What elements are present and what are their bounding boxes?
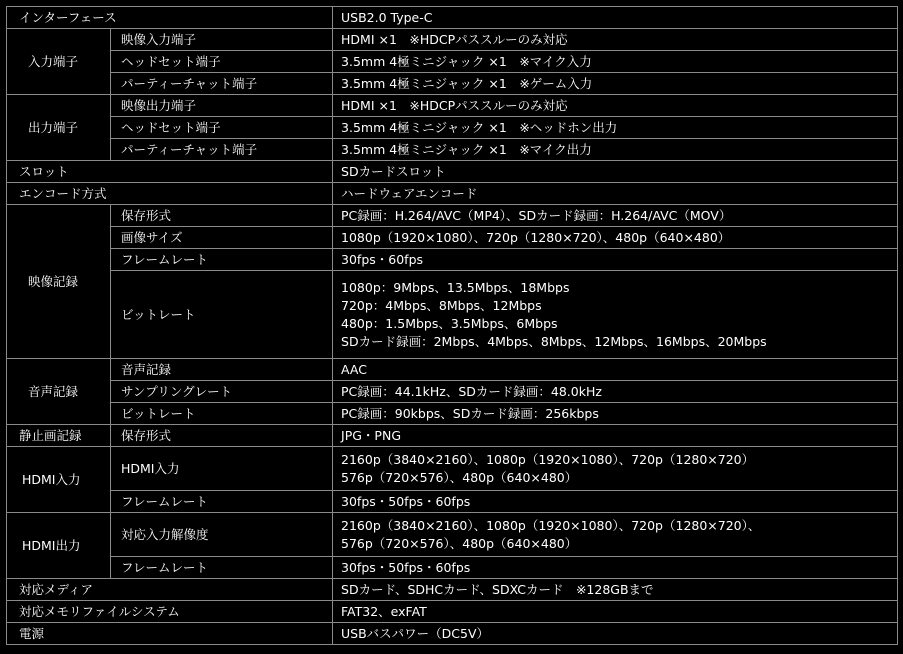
spec-group-label: 音声記録 xyxy=(7,359,111,425)
spec-row xyxy=(7,249,898,271)
spec-group-label: HDMI出力 xyxy=(7,513,111,579)
spec-label: エンコード方式 xyxy=(7,183,333,205)
spec-group-label: 静止画記録 xyxy=(7,425,111,447)
spec-table xyxy=(6,6,898,645)
spec-value: 3.5mm 4極ミニジャック ×1 ※ゲーム入力 xyxy=(333,73,898,95)
spec-sublabel: HDMI入力 xyxy=(111,447,333,491)
spec-sublabel: 音声記録 xyxy=(111,359,333,381)
spec-value-line: 480p：1.5Mbps、3.5Mbps、6Mbps xyxy=(341,315,558,331)
spec-row xyxy=(7,117,898,139)
spec-value-line: 576p（720×576）、480p（640×480） xyxy=(341,469,578,485)
spec-row xyxy=(7,557,898,579)
spec-value: 1080p（1920×1080）、720p（1280×720）、480p（640×480） xyxy=(333,227,898,249)
spec-sublabel: ヘッドセット端子 xyxy=(111,51,333,73)
spec-value-line: 2160p（3840×2160）、1080p（1920×1080）、720p（1280×720）、 xyxy=(341,517,761,533)
spec-row xyxy=(7,381,898,403)
spec-row xyxy=(7,513,898,557)
spec-sublabel: フレームレート xyxy=(111,491,333,513)
spec-label: 対応メディア xyxy=(7,579,333,601)
spec-row xyxy=(7,29,898,51)
spec-value: PC録画：44.1kHz、SDカード録画：48.0kHz xyxy=(333,381,898,403)
spec-group-label: 出力端子 xyxy=(7,95,111,161)
spec-value: 30fps・50fps・60fps xyxy=(333,557,898,579)
spec-value-line: SDカード録画：2Mbps、4Mbps、8Mbps、12Mbps、16Mbps、20Mbps xyxy=(341,333,767,349)
spec-value-multiline xyxy=(333,513,898,557)
spec-sublabel: 保存形式 xyxy=(111,205,333,227)
spec-row-encode xyxy=(7,183,898,205)
spec-row-slot xyxy=(7,161,898,183)
spec-group-label: 入力端子 xyxy=(7,29,111,95)
spec-group-label: 映像記録 xyxy=(7,205,111,359)
spec-sublabel: パーティーチャット端子 xyxy=(111,73,333,95)
spec-value: JPG・PNG xyxy=(333,425,898,447)
spec-value: USB2.0 Type-C xyxy=(333,7,898,29)
spec-row xyxy=(7,139,898,161)
spec-sublabel: 対応入力解像度 xyxy=(111,513,333,557)
spec-row-interface xyxy=(7,7,898,29)
spec-value: SDカードスロット xyxy=(333,161,898,183)
spec-value: PC録画：H.264/AVC（MP4）、SDカード録画：H.264/AVC（MOV） xyxy=(333,205,898,227)
spec-row xyxy=(7,271,898,359)
spec-value-line: 576p（720×576）、480p（640×480） xyxy=(341,535,578,551)
spec-sublabel: 保存形式 xyxy=(111,425,333,447)
spec-value-line: 720p：4Mbps、8Mbps、12Mbps xyxy=(341,297,542,313)
spec-value: 3.5mm 4極ミニジャック ×1 ※マイク入力 xyxy=(333,51,898,73)
spec-value: HDMI ×1 ※HDCPパススルーのみ対応 xyxy=(333,95,898,117)
spec-row xyxy=(7,227,898,249)
spec-row xyxy=(7,491,898,513)
spec-value-line: 1080p：9Mbps、13.5Mbps、18Mbps xyxy=(341,279,570,295)
spec-row xyxy=(7,359,898,381)
spec-value: SDカード、SDHCカード、SDXCカード ※128GBまで xyxy=(333,579,898,601)
spec-value-multiline xyxy=(333,271,898,359)
spec-sublabel: サンプリングレート xyxy=(111,381,333,403)
spec-sublabel: 映像入力端子 xyxy=(111,29,333,51)
spec-row xyxy=(7,205,898,227)
spec-sublabel: 映像出力端子 xyxy=(111,95,333,117)
spec-group-label: HDMI入力 xyxy=(7,447,111,513)
spec-sublabel: パーティーチャット端子 xyxy=(111,139,333,161)
spec-value: PC録画：90kbps、SDカード録画：256kbps xyxy=(333,403,898,425)
spec-value: AAC xyxy=(333,359,898,381)
spec-value: ハードウェアエンコード xyxy=(333,183,898,205)
spec-sublabel: 画像サイズ xyxy=(111,227,333,249)
spec-value: 3.5mm 4極ミニジャック ×1 ※マイク出力 xyxy=(333,139,898,161)
spec-label: インターフェース xyxy=(7,7,333,29)
spec-row xyxy=(7,95,898,117)
spec-row xyxy=(7,447,898,491)
spec-sublabel: ヘッドセット端子 xyxy=(111,117,333,139)
spec-label: スロット xyxy=(7,161,333,183)
spec-row-filesystem xyxy=(7,601,898,623)
spec-row-power xyxy=(7,623,898,645)
spec-value-multiline xyxy=(333,447,898,491)
spec-sublabel: フレームレート xyxy=(111,557,333,579)
spec-label: 対応メモリファイルシステム xyxy=(7,601,333,623)
spec-value-line: 2160p（3840×2160）、1080p（1920×1080）、720p（1280×720） xyxy=(341,451,755,467)
spec-value: 30fps・60fps xyxy=(333,249,898,271)
spec-label: 電源 xyxy=(7,623,333,645)
spec-row xyxy=(7,73,898,95)
spec-value: FAT32、exFAT xyxy=(333,601,898,623)
spec-value: 30fps・50fps・60fps xyxy=(333,491,898,513)
spec-row xyxy=(7,51,898,73)
spec-row-media xyxy=(7,579,898,601)
spec-row xyxy=(7,425,898,447)
spec-value: HDMI ×1 ※HDCPパススルーのみ対応 xyxy=(333,29,898,51)
spec-value: 3.5mm 4極ミニジャック ×1 ※ヘッドホン出力 xyxy=(333,117,898,139)
spec-sublabel: ビットレート xyxy=(111,271,333,359)
spec-row xyxy=(7,403,898,425)
spec-value: USBバスパワー（DC5V） xyxy=(333,623,898,645)
spec-sublabel: ビットレート xyxy=(111,403,333,425)
spec-sublabel: フレームレート xyxy=(111,249,333,271)
